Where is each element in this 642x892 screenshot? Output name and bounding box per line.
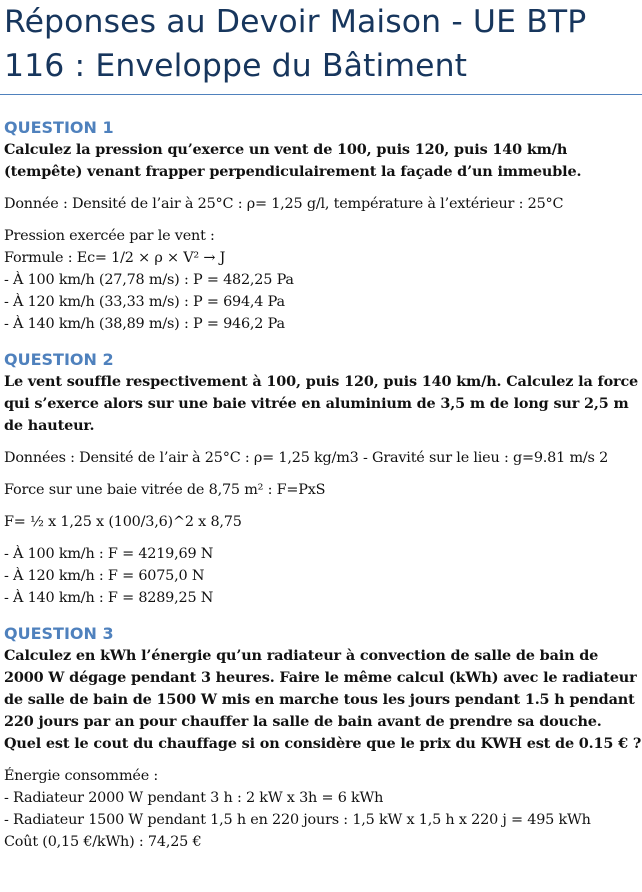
answer-line: Formule : Ec= 1/2 × ρ × V² → J (4, 250, 226, 266)
question-3-text: Calculez en kWh l’énergie qu’un radiateur à convection de salle de bain de 2000 W dégage pendant 3 heures. Faire le même calcul (kWh) avec le radiateur de salle de bain de 1500 W mis en marche tous les jours pendant 1.5 h pendant 220 jours par an pour chauffer la salle de bain avant de prendre sa douche. Quel est le cout du chauffage si on considère que le prix du KWH est de 0.15 € ? (4, 647, 642, 752)
answer-line: - À 120 km/h (33,33 m/s) : P = 694,4 Pa (4, 294, 285, 310)
answer-line: - À 100 km/h : F = 4219,69 N (4, 546, 214, 562)
answer-line: - À 100 km/h (27,78 m/s) : P = 482,25 Pa (4, 272, 294, 288)
answer-line: - Radiateur 2000 W pendant 3 h : 2 kW x 3h = 6 kWh (4, 790, 384, 806)
answer-line: - À 140 km/h : F = 8289,25 N (4, 590, 214, 606)
answer-line: Énergie consommée : (4, 768, 159, 784)
answer-line: - À 120 km/h : F = 6075,0 N (4, 568, 205, 584)
answer-line: - À 140 km/h (38,89 m/s) : P = 946,2 Pa (4, 316, 285, 332)
answer-line: Pression exercée par le vent : (4, 228, 215, 244)
question-1-text: Calculez la pression qu’exerce un vent de 100, puis 120, puis 140 km/h (tempête) venant frapper perpendiculairement la façade d’un immeuble. (4, 141, 582, 180)
question-1-data: Donnée : Densité de l’air à 25°C : ρ= 1,25 g/l, température à l’extérieur : 25°C (4, 196, 564, 212)
question-2-heading: QUESTION 2 (4, 350, 114, 369)
document-title (4, 0, 642, 88)
question-2-formula: F= ½ x 1,25 x (100/3,6)^2 x 8,75 (4, 514, 242, 530)
question-3-heading: QUESTION 3 (4, 624, 114, 643)
title-line-1: Réponses au Devoir Maison - UE BTP (4, 4, 587, 40)
title-line-2: 116 : Enveloppe du Bâtiment (4, 48, 468, 84)
question-2-data: Données : Densité de l’air à 25°C : ρ= 1,25 kg/m3 - Gravité sur le lieu : g=9.81 m/s 2 (4, 450, 609, 466)
answer-line: Coût (0,15 €/kWh) : 74,25 € (4, 834, 202, 850)
question-1-section (4, 117, 642, 335)
question-2-force: Force sur une baie vitrée de 8,75 m² : F=PxS (4, 482, 326, 498)
question-3-section (4, 623, 642, 853)
answer-line: - Radiateur 1500 W pendant 1,5 h en 220 jours : 1,5 kW x 1,5 h x 220 j = 495 kWh (4, 812, 591, 828)
question-1-heading: QUESTION 1 (4, 118, 114, 137)
question-2-text: Le vent souffle respectivement à 100, puis 120, puis 140 km/h. Calculez la force qui s’exerce alors sur une baie vitrée en aluminium de 3,5 m de long sur 2,5 m de hauteur. (4, 373, 639, 434)
question-2-section (4, 349, 642, 609)
